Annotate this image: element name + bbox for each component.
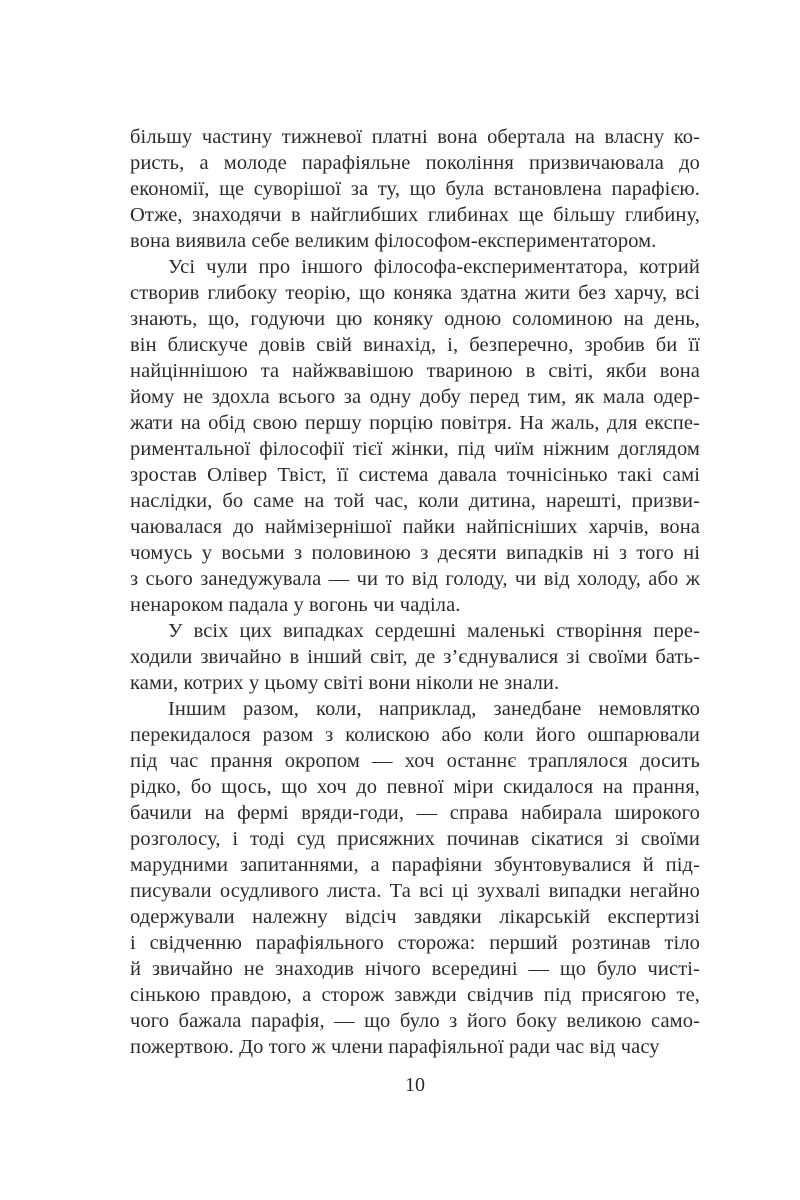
text-line: створив глибоку теорію, що коняка здатна жити без харчу, всі [130, 282, 700, 304]
text-line: зростав Олівер Твіст, її система давала точнісінько такі самі [130, 464, 700, 486]
text-line: ристь, а молоде парафіяльне покоління призвичаювала до [130, 152, 700, 174]
text-line: він блискуче довів свій винахід, і, безперечно, зробив би її [130, 334, 700, 356]
text-line: з сього занедужувала — чи то від голоду, чи від холоду, або ж [130, 568, 700, 590]
text-line: рідко, бо щось, що хоч до певної міри скидалося на прання, [130, 776, 700, 798]
text-line: пожертвою. До того ж члени парафіяльної ради час від часу [130, 1036, 660, 1058]
text-line: чого бажала парафія, — що було з його боку великою само- [130, 1010, 700, 1032]
text-line: розголосу, і тоді суд присяжних починав сікатися зі своїми [130, 828, 700, 850]
text-line: економії, ще суворішої за ту, що була встановлена парафією. [130, 178, 700, 200]
text-line: одержували належну відсіч завдяки лікарській експертизі [130, 906, 700, 928]
text-line: бачили на фермі вряди-годи, — справа набирала широкого [130, 802, 700, 824]
text-line: більшу частину тижневої платні вона обертала на власну ко- [130, 126, 700, 148]
paragraph [130, 124, 700, 254]
text-line: перекидалося разом з колискою або коли його ошпарювали [130, 724, 700, 746]
text-line: писували осудливого листа. Та всі ці зухвалі випадки негайно [130, 880, 700, 902]
page-number: 10 [405, 1074, 425, 1096]
text-line: риментальної філософії тієї жінки, під чиїм ніжним доглядом [130, 438, 700, 460]
text-line: під час прання окропом — хоч останнє траплялося досить [130, 750, 700, 772]
text-line: жати на обід свою першу порцію повітря. На жаль, для експе- [130, 412, 700, 434]
text-line: чомусь у восьми з половиною з десяти випадків ні з того ні [130, 542, 700, 564]
text-line: Отже, знаходячи в найглибших глибинах ще більшу глибину, [130, 204, 700, 226]
paragraph [130, 254, 700, 618]
paragraph [130, 618, 700, 696]
text-line: найціннішою та найжвавішою твариною в світі, якби вона [130, 360, 700, 382]
text-line: й звичайно не знаходив нічого всередині — що було чисті- [130, 958, 700, 980]
text-line: ходили звичайно в інший світ, де з’єднувалися зі своїми бать- [130, 646, 700, 668]
text-line: знають, що, годуючи цю коняку одною соломиною на день, [130, 308, 700, 330]
text-line: марудними запитаннями, а парафіяни збунтовувалися й під- [130, 854, 700, 876]
text-line: йому не здохла всього за одну добу перед тим, як мала одер- [130, 386, 700, 408]
text-line: У всіх цих випадках сердешні маленькі створіння пере- [168, 620, 700, 642]
paragraph [130, 696, 700, 1060]
text-line: і свідченню парафіяльного сторожа: перший розтинав тіло [130, 932, 700, 954]
text-line: сінькою правдою, а сторож завжди свідчив під присягою те, [130, 984, 700, 1006]
text-line: наслідки, бо саме на той час, коли дитина, нарешті, призви- [130, 490, 700, 512]
text-line: ненароком падала у вогонь чи чаділа. [130, 594, 461, 616]
text-line: вона виявила себе великим філософом-експериментатором. [130, 230, 657, 252]
page-text [130, 124, 700, 1060]
text-line: чаювалася до наймізернішої пайки найпісніших харчів, вона [130, 516, 700, 538]
text-line: ками, котрих у цьому світі вони ніколи не знали. [130, 672, 560, 694]
text-line: Іншим разом, коли, наприклад, занедбане немовлятко [168, 698, 700, 720]
text-line: Усі чули про іншого філософа-експериментатора, котрий [168, 256, 700, 278]
